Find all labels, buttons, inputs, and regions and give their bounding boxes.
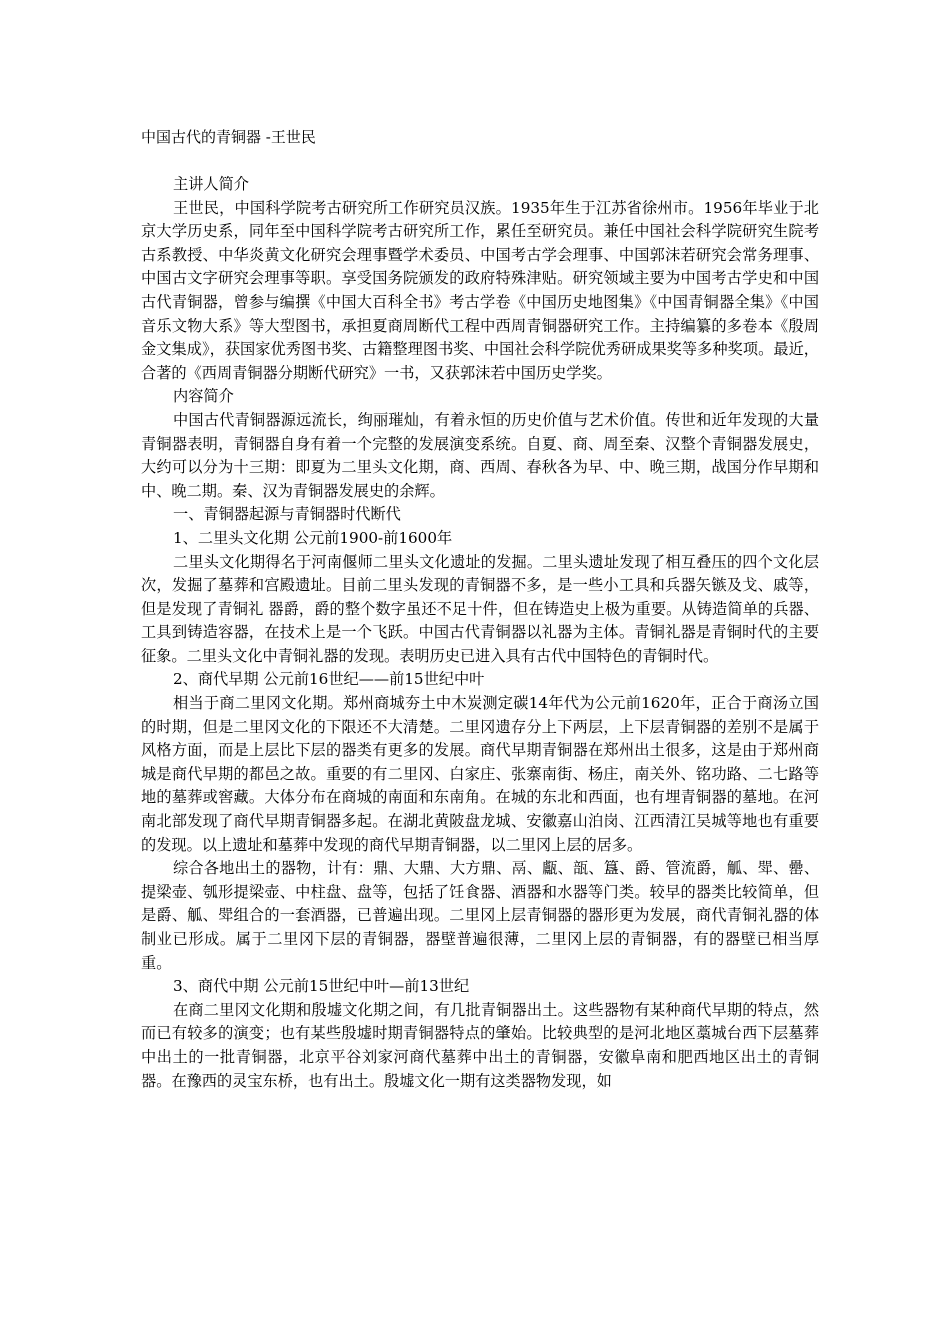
document-page [141,125,819,1093]
period1-heading: 1、二里头文化期 公元前1900-前1600年 [173,528,453,547]
period1-paragraph: 二里头文化期得名于河南偃师二里头文化遗址的发掘。二里头遗址发现了相互叠压的四个文化层次，发掘了墓葬和宫殿遗址。目前二里头发现的青铜器不多，是一些小工具和兵器矢镞及戈、戚等，但是发现了青铜礼 器爵，爵的整个数字虽还不足十件，但在铸造史上极为重要。从铸造简单的兵器、工具到铸造容器，在技术上是一个飞跃。中国古代青铜器以礼器为主体。青铜礼器是青铜时代的主要征象。二里头文化中青铜礼器的发现。表明历史已进入具有古代中国特色的青铜时代。 [141,552,819,665]
period3-heading: 3、商代中期 公元前15世纪中叶—前13世纪 [173,977,470,996]
section-one-heading: 一、青铜器起源与青铜器时代断代 [173,505,401,524]
period2-paragraph-a: 相当于商二里冈文化期。郑州商城夯土中木炭测定碳14年代为公元前1620年，正合于商汤立国的时期，但是二里冈文化的下限还不大清楚。二里冈遗存分上下两层，上下层青铜器的差别不是属于风格方面，而是上层比下层的器类有更多的发展。商代早期青铜器在郑州出土很多，这是由于郑州商城是商代早期的都邑之故。重要的有二里冈、白家庄、张寨南街、杨庄，南关外、铭功路、二七路等地的墓葬或窖藏。大体分布在商城的南面和东南角。在城的东北和西面，也有埋青铜器的墓地。在河南北部发现了商代早期青铜器多起。在湖北黄陂盘龙城、安徽嘉山泊岗、江西清江吴城等地也有重要的发现。以上遗址和墓葬中发现的商代早期青铜器，以二里冈上层的居多。 [141,694,819,854]
speaker-heading: 主讲人简介 [173,175,249,193]
period2-paragraph-b: 综合各地出土的器物，计有：鼎、大鼎、大方鼎、鬲、甗、瓿、簋、爵、管流爵，觚、斝、罍、提梁壶、瓠形提梁壶、中柱盘、盘等，包括了饪食器、酒器和水器等门类。较早的器类比较简单，但是爵、觚、斝组合的一套酒器，已普遍出现。二里冈上层青铜器的器形更为发展，商代青铜礼器的体制业已形成。属于二里冈下层的青铜器，器壁普遍很薄，二里冈上层的青铜器，有的器壁已相当厚重。 [141,859,819,972]
document-title: 中国古代的青铜器 -王世民 [141,128,316,146]
period2-heading: 2、商代早期 公元前16世纪——前15世纪中叶 [173,670,485,689]
period3-paragraph: 在商二里冈文化期和殷墟文化期之间，有几批青铜器出土。这些器物有某种商代早期的特点，然而已有较多的演变；也有某些殷墟时期青铜器特点的肇始。比较典型的是河北地区藁城台西下层墓葬中出土的一批青铜器，北京平谷刘家河商代墓葬中出土的青铜器，安徽阜南和肥西地区出土的青铜器。在豫西的灵宝东桥，也有出土。殷墟文化一期有这类器物发现，如 [141,1000,819,1090]
content-intro-paragraph: 中国古代青铜器源远流长，绚丽璀灿，有着永恒的历史价值与艺术价值。传世和近年发现的大量青铜器表明，青铜器自身有着一个完整的发展演变系统。自夏、商、周至秦、汉整个青铜器发展史，大约可以分为十三期：即夏为二里头文化期，商、西周、春秋各为早、中、晚三期，战国分作早期和中、晚二期。秦、汉为青铜器发展史的余辉。 [141,410,819,500]
speaker-bio-paragraph: 王世民，中国科学院考古研究所工作研究员汉族。1935年生于江苏省徐州市。1956年毕业于北京大学历史系，同年至中国科学院考古研究所工作，累任至研究员。兼任中国社会科学院研究生院考古系教授、中华炎黄文化研究会理事暨学术委员、中国考古学会理事、中国郭沫若研究会常务理事、中国古文字研究会理事等职。享受国务院颁发的政府特殊津贴。研究领域主要为中国考古学史和中国古代青铜器，曾参与编撰《中国大百科全书》考古学卷《中国历史地图集》《中国青铜器全集》《中国音乐文物大系》等大型图书，承担夏商周断代工程中西周青铜器研究工作。主持编纂的多卷本《殷周金文集成》，获国家优秀图书奖、古籍整理图书奖、中国社会科学院优秀研成果奖等多种奖项。最近，合著的《西周青铜器分期断代研究》一书，又获郭沫若中国历史学奖。 [141,198,819,382]
content-heading: 内容简介 [173,387,234,406]
